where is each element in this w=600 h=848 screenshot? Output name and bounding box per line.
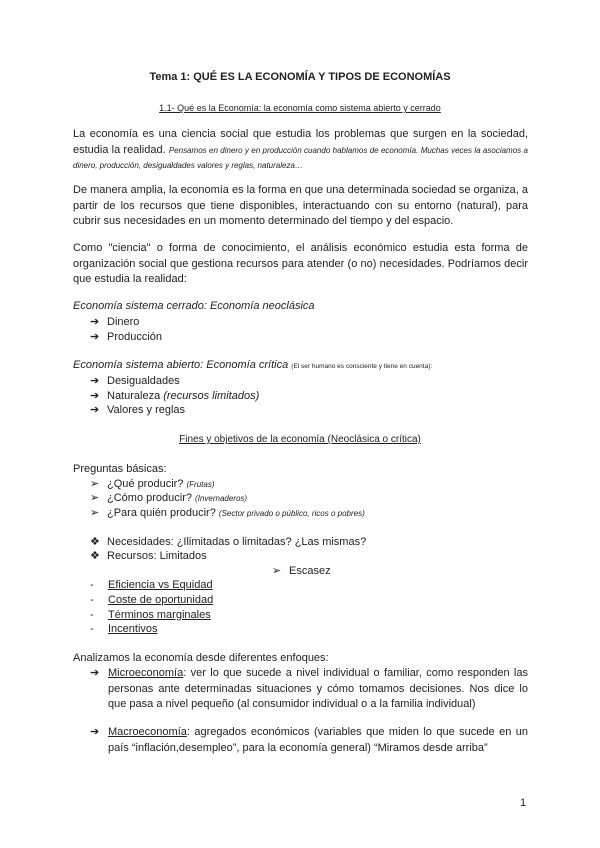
paragraph-definition-main: La economía es una ciencia social que estudia los problemas que surgen en la sociedad, estudia la realidad. <box>73 128 528 156</box>
arrow-icon: ➔ <box>90 375 100 387</box>
list-item: ➔ Desigualdades <box>90 375 180 387</box>
section-subtitle: 1.1- Qué es la Economía: la economía como sistema abierto y cerrado <box>159 103 441 113</box>
list-item: ➔ Naturaleza (recursos limitados) <box>90 390 260 402</box>
arrow-icon: ➔ <box>90 390 100 402</box>
diamond-icon: ❖ <box>90 536 100 548</box>
questions-label: Preguntas básicas: <box>73 463 167 475</box>
paragraph-definition-note: Pensamos en dinero y en producción cuando hablamos de economía. Muchas veces la asociamos a dinero, producción, desigualdades valores y reglas, naturaleza… <box>73 145 528 170</box>
list-item: ❖ Necesidades: ¿Ilimitadas o limitadas? ¿Las mismas? <box>90 536 367 548</box>
open-system-note: (El ser humano es consciente y tiene en cuenta): <box>291 363 433 370</box>
list-item: - Incentivos <box>90 623 158 635</box>
list-item: ➢ ¿Para quién producir? (Sector privado o público, ricos o pobres) <box>90 507 365 519</box>
list-item: ➢ ¿Qué producir? (Frutas) <box>90 478 215 490</box>
list-item: ➔ Valores y reglas <box>90 404 186 416</box>
list-item: - Coste de oportunidad <box>90 594 214 606</box>
arrow-icon: ➔ <box>90 316 100 328</box>
triangle-arrow-icon: ➢ <box>272 565 282 577</box>
approaches-label: Analizamos la economía desde diferentes enfoques: <box>73 652 329 664</box>
closed-system-heading: Economía sistema cerrado: Economía neoclásica <box>73 300 315 312</box>
arrow-icon: ➔ <box>90 331 100 343</box>
list-item: - Eficiencia vs Equidad <box>90 579 213 591</box>
triangle-arrow-icon: ➢ <box>90 507 100 519</box>
arrow-icon: ➔ <box>90 726 100 738</box>
paragraph-broad-definition: De manera amplia, la economía es la forma en que una determinada sociedad se organiza, a partir de los recursos que tiene disponibles, interactuando con su entorno (natural), para cubrir sus necesidades en un momento determinado del tiempo y del espacio. <box>73 184 528 227</box>
macro-item: ➔ Macroeconomía: agregados económicos (variables que miden lo que sucede en un país “inflación,desempleo”, para la economía general) “Miramos desde arriba” <box>90 726 528 754</box>
list-item: ❖ Recursos: Limitados <box>90 550 207 562</box>
list-item: ➢ Escasez <box>272 565 331 577</box>
paragraph-definition <box>73 127 528 174</box>
paragraph-science: Como "ciencia" o forma de conocimiento, el análisis económico estudia esta forma de organización social que gestiona recursos para atender (o no) necesidades. Podríamos decir que estudia la realidad: <box>73 242 528 285</box>
list-item: ➔ Dinero <box>90 316 140 328</box>
list-item: ➔ Producción <box>90 331 163 343</box>
section-heading-goals: Fines y objetivos de la economía (Neoclásica o crítica) <box>179 434 421 445</box>
diamond-icon: ❖ <box>90 550 100 562</box>
triangle-arrow-icon: ➢ <box>90 478 100 490</box>
list-item: ➢ ¿Cómo producir? (Invernaderos) <box>90 492 248 504</box>
arrow-icon: ➔ <box>90 404 100 416</box>
arrow-icon: ➔ <box>90 667 100 679</box>
list-item: - Términos marginales <box>90 609 211 621</box>
page-number: 1 <box>520 797 527 809</box>
page-title: Tema 1: QUÉ ES LA ECONOMÍA Y TIPOS DE ECONOMÍAS <box>149 71 451 83</box>
micro-item: ➔ Microeconomía: ver lo que sucede a nivel individual o familiar, como responden las personas ante determinadas situaciones y cómo tomamos decisiones. Nos dice lo que pasa a nivel pequeño (al consumidor individual o a la familia individual) <box>90 667 528 710</box>
open-system-heading: Economía sistema abierto: Economía crítica (El ser humano es consciente y tiene en cuenta): <box>73 359 433 371</box>
triangle-arrow-icon: ➢ <box>90 492 100 504</box>
